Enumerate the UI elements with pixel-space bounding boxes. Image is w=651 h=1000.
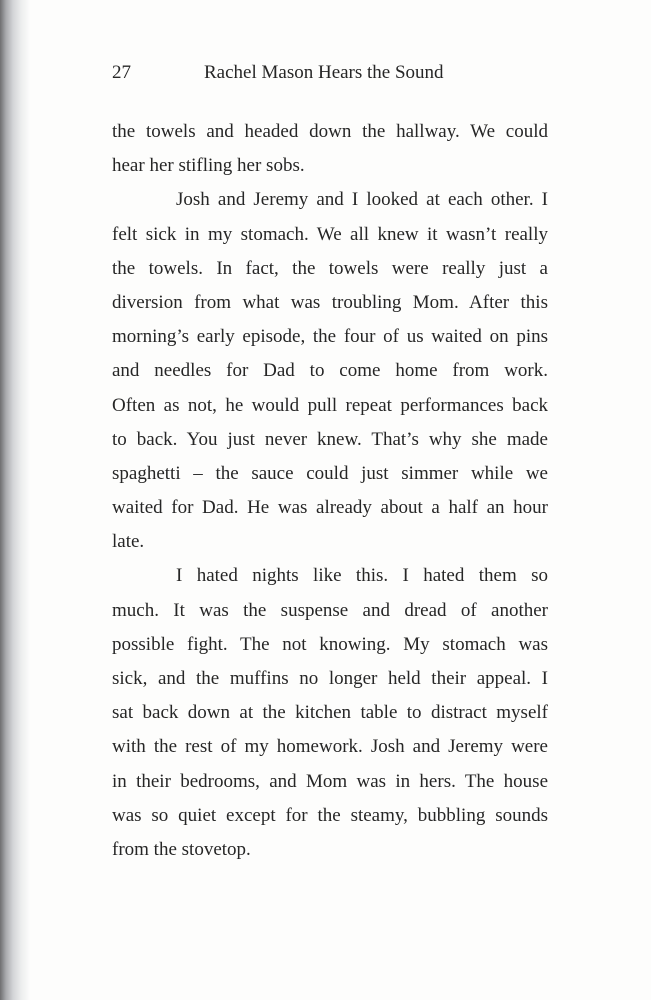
body-text	[112, 115, 548, 867]
text-line: waited for Dad. He was already about a half an hour	[112, 497, 548, 519]
running-title: Rachel Mason Hears the Sound	[204, 62, 444, 83]
text-line: sick, and the muffins no longer held their appeal. I	[112, 668, 548, 689]
text-line: the towels and headed down the hallway. We could	[112, 121, 548, 142]
text-line: the towels. In fact, the towels were really just a	[112, 257, 548, 279]
text-line: from the stovetop.	[112, 838, 251, 860]
text-line: morning’s early episode, the four of us waited on pins	[112, 326, 548, 348]
text-line: much. It was the suspense and dread of another	[112, 599, 548, 621]
text-line: diversion from what was troubling Mom. After this	[112, 291, 548, 313]
text-line: late.	[112, 531, 145, 553]
page-number: 27	[112, 62, 131, 83]
text-line: was so quiet except for the steamy, bubbling sounds	[112, 804, 548, 826]
paragraph-3	[112, 559, 548, 867]
paragraph-2	[112, 183, 548, 559]
text-line: possible fight. The not knowing. My stomach was	[112, 633, 548, 655]
binding-gutter-shadow	[0, 0, 30, 1000]
text-line: Often as not, he would pull repeat performances back	[112, 394, 548, 416]
text-line: with the rest of my homework. Josh and Jeremy were	[112, 736, 548, 758]
text-line: and needles for Dad to come home from work.	[112, 360, 548, 382]
text-line: in their bedrooms, and Mom was in hers. The house	[112, 770, 548, 792]
text-line: sat back down at the kitchen table to distract myself	[112, 702, 548, 724]
text-line: Josh and Jeremy and I looked at each other. I	[176, 189, 548, 211]
text-line: I hated nights like this. I hated them so	[176, 565, 548, 587]
running-header	[112, 58, 532, 88]
text-line: spaghetti – the sauce could just simmer while we	[112, 462, 548, 484]
text-line: felt sick in my stomach. We all knew it wasn’t really	[112, 223, 548, 245]
text-line: hear her stifling her sobs.	[112, 155, 305, 177]
paragraph-1	[112, 115, 548, 183]
text-line: to back. You just never knew. That’s why she made	[112, 428, 548, 450]
